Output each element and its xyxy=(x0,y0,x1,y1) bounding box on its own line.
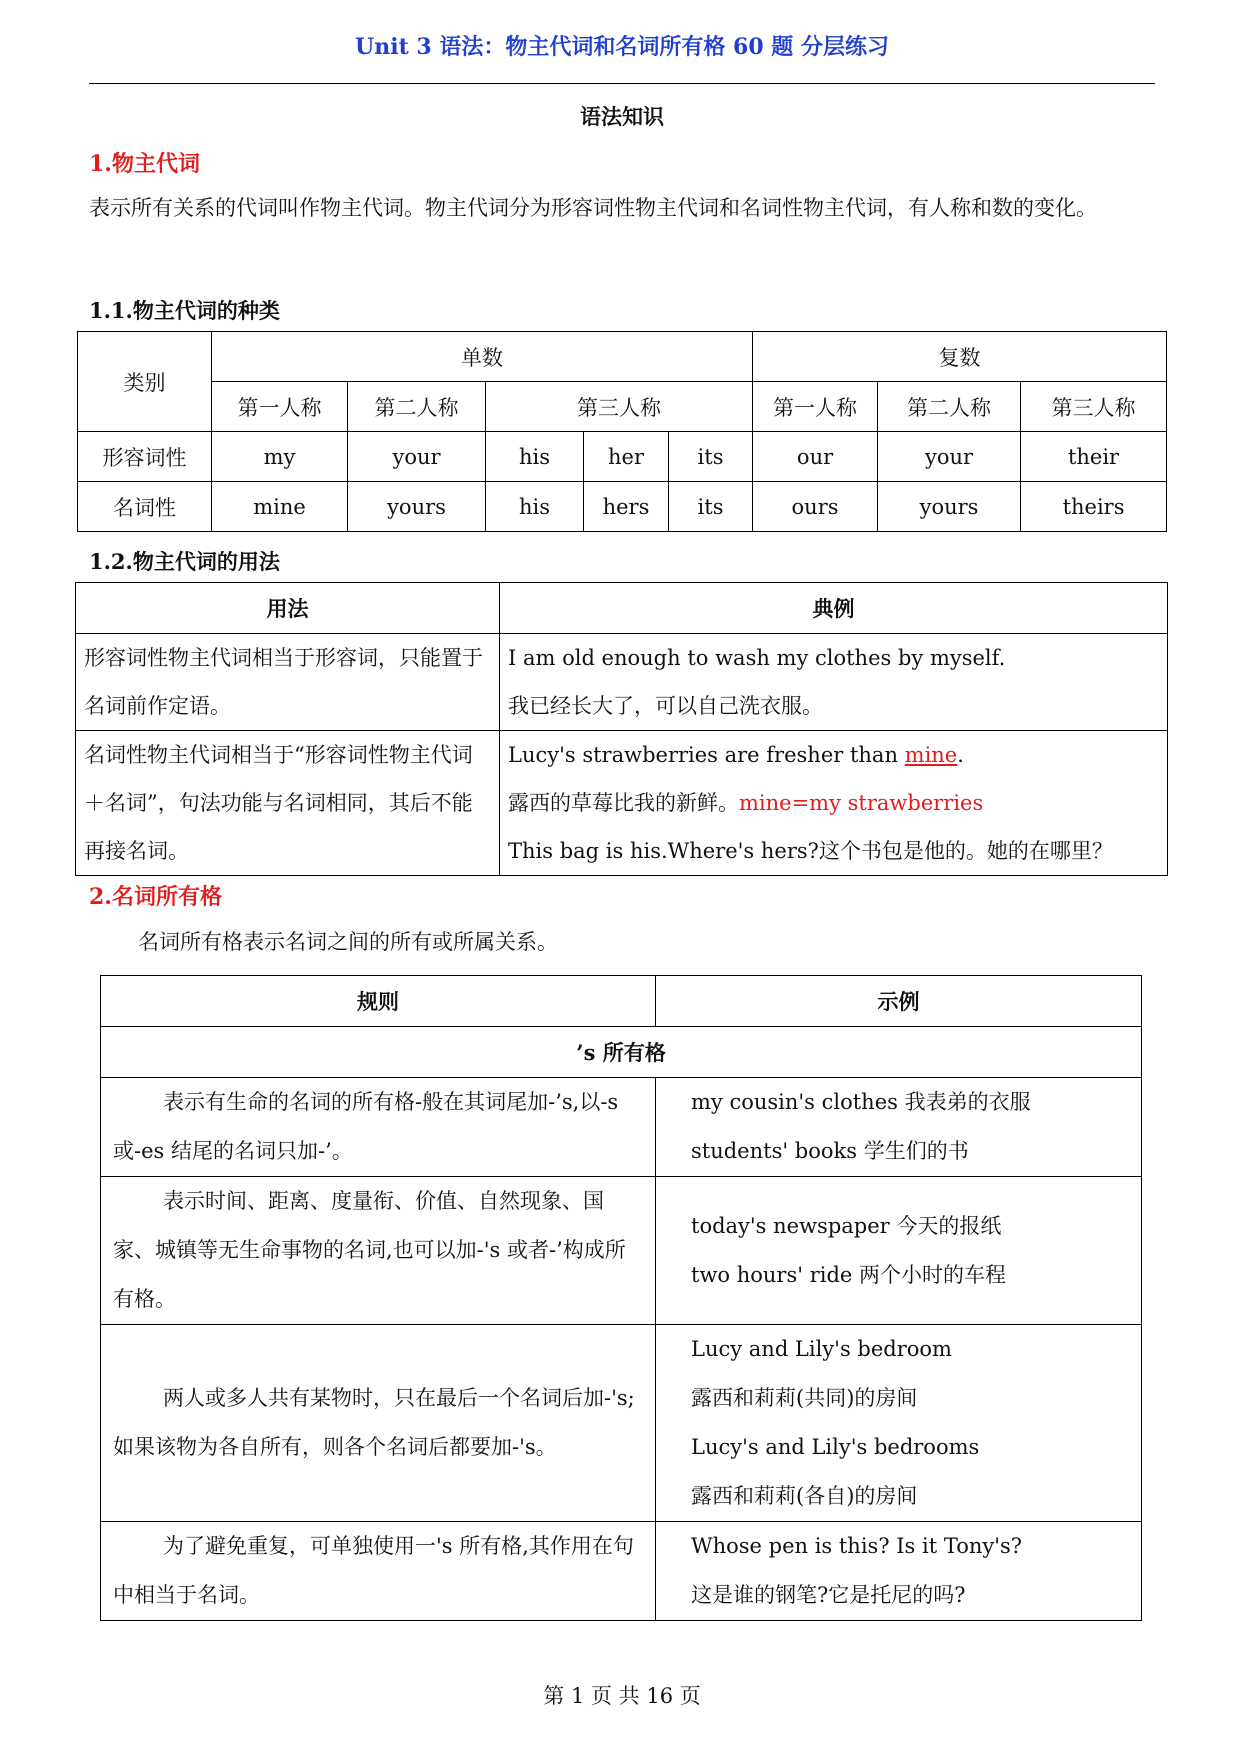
subheader-s-possessive: ’s 所有格 xyxy=(101,1027,1142,1078)
cell: my xyxy=(212,432,348,482)
page-header-title: Unit 3 语法：物主代词和名词所有格 60 题 分层练习 xyxy=(355,34,889,60)
section-title: 语法知识 xyxy=(580,104,664,129)
page-footer: 第 1 页 共 16 页 xyxy=(543,1684,701,1708)
example-cell xyxy=(656,1078,1142,1177)
heading-possessive-pronouns: 1.物主代词 xyxy=(89,151,200,177)
usage-cell: 名词性物主代词相当于“形容词性物主代词＋名词”，句法功能与名词相同，其后不能再接名词。 xyxy=(76,731,500,876)
example-line: today's newspaper 今天的报纸 xyxy=(691,1213,1002,1238)
table-row xyxy=(78,482,1167,532)
example-cell xyxy=(500,731,1168,876)
cell: theirs xyxy=(1021,482,1167,532)
header-singular: 单数 xyxy=(212,332,753,382)
header-person: 第三人称 xyxy=(486,382,753,432)
example-line: Lucy's and Lily's bedrooms xyxy=(691,1435,980,1459)
header-divider xyxy=(89,83,1155,84)
example-line: 露西和莉莉(共同)的房间 xyxy=(691,1386,918,1410)
cell: mine xyxy=(212,482,348,532)
header-person: 第一人称 xyxy=(753,382,878,432)
example-text: 露西的草莓比我的新鲜。 xyxy=(508,791,739,815)
usage-cell: 形容词性物主代词相当于形容词，只能置于名词前作定语。 xyxy=(76,634,500,731)
heading-noun-possessive: 2.名词所有格 xyxy=(89,884,222,910)
cell: yours xyxy=(878,482,1021,532)
header-person: 第二人称 xyxy=(878,382,1021,432)
cell: your xyxy=(348,432,486,482)
subheading-usage: 1.2.物主代词的用法 xyxy=(89,549,280,574)
row-label-noun: 名词性 xyxy=(78,482,212,532)
example-line: This bag is his.Where's hers?这个书包是他的。她的在哪里？ xyxy=(508,839,1113,863)
example-line: two hours' ride 两个小时的车程 xyxy=(691,1262,1006,1287)
cell: your xyxy=(878,432,1021,482)
cell: our xyxy=(753,432,878,482)
example-line: Lucy and Lily's bedroom xyxy=(691,1337,952,1361)
pronoun-usage-table xyxy=(75,582,1168,876)
possessive-rules-table xyxy=(100,975,1142,1621)
intro-noun-possessive: 名词所有格表示名词之间的所有或所属关系。 xyxy=(138,930,558,954)
rule-cell: 表示有生命的名词的所有格-般在其词尾加-’s,以-s 或-es 结尾的名词只加-’。 xyxy=(101,1078,656,1177)
cell: its xyxy=(669,482,753,532)
example-line: my cousin's clothes 我表弟的衣服 xyxy=(691,1090,1031,1114)
cell: their xyxy=(1021,432,1167,482)
example-cell xyxy=(656,1325,1142,1522)
table-row xyxy=(101,1522,1142,1621)
example-line: 这是谁的钢笔?它是托尼的吗? xyxy=(691,1583,966,1607)
table-row xyxy=(101,1078,1142,1177)
cell: her xyxy=(584,432,669,482)
example-line xyxy=(508,731,1159,779)
example-line: 露西和莉莉(各自)的房间 xyxy=(691,1484,918,1508)
example-text: Lucy's strawberries are fresher than xyxy=(508,743,905,767)
cell: ours xyxy=(753,482,878,532)
header-example: 示例 xyxy=(656,976,1142,1027)
cell: his xyxy=(486,482,584,532)
table-row xyxy=(76,634,1168,731)
table-row xyxy=(101,1325,1142,1522)
header-plural: 复数 xyxy=(753,332,1167,382)
table-row xyxy=(76,731,1168,876)
example-line: I am old enough to wash my clothes by myself. xyxy=(508,646,1006,670)
cell: its xyxy=(669,432,753,482)
header-rule: 规则 xyxy=(101,976,656,1027)
subheading-types: 1.1.物主代词的种类 xyxy=(89,298,280,323)
highlight-mine: mine xyxy=(904,743,958,767)
example-text: . xyxy=(957,743,964,767)
row-label-adjective: 形容词性 xyxy=(78,432,212,482)
example-line: 我已经长大了，可以自己洗衣服。 xyxy=(508,694,823,718)
rule-cell: 两人或多人共有某物时，只在最后一个名词后加-'s;如果该物为各自所有，则各个名词后都要加-'s。 xyxy=(101,1325,656,1522)
example-line xyxy=(508,779,1159,827)
cell: yours xyxy=(348,482,486,532)
rule-cell: 为了避免重复，可单独使用一's 所有格,其作用在句中相当于名词。 xyxy=(101,1522,656,1621)
example-line: Whose pen is this? Is it Tony's? xyxy=(691,1534,1023,1558)
example-cell xyxy=(500,634,1168,731)
intro-paragraph: 表示所有关系的代词叫作物主代词。物主代词分为形容词性物主代词和名词性物主代词，有人称和数的变化。 xyxy=(89,196,1097,220)
header-usage: 用法 xyxy=(76,583,500,634)
example-cell xyxy=(656,1177,1142,1325)
example-line: students' books 学生们的书 xyxy=(691,1139,969,1163)
header-person: 第二人称 xyxy=(348,382,486,432)
header-person: 第一人称 xyxy=(212,382,348,432)
table-row xyxy=(78,432,1167,482)
example-cell xyxy=(656,1522,1142,1621)
header-category: 类别 xyxy=(78,332,212,432)
cell: hers xyxy=(584,482,669,532)
rule-cell: 表示时间、距离、度量衔、价值、自然现象、国家、城镇等无生命事物的名词,也可以加-'s 或者-’构成所有格。 xyxy=(101,1177,656,1325)
highlight-note: mine=my strawberries xyxy=(739,791,984,815)
table-row xyxy=(101,1177,1142,1325)
cell: his xyxy=(486,432,584,482)
header-person: 第三人称 xyxy=(1021,382,1167,432)
header-example: 典例 xyxy=(500,583,1168,634)
pronoun-types-table xyxy=(77,331,1167,532)
